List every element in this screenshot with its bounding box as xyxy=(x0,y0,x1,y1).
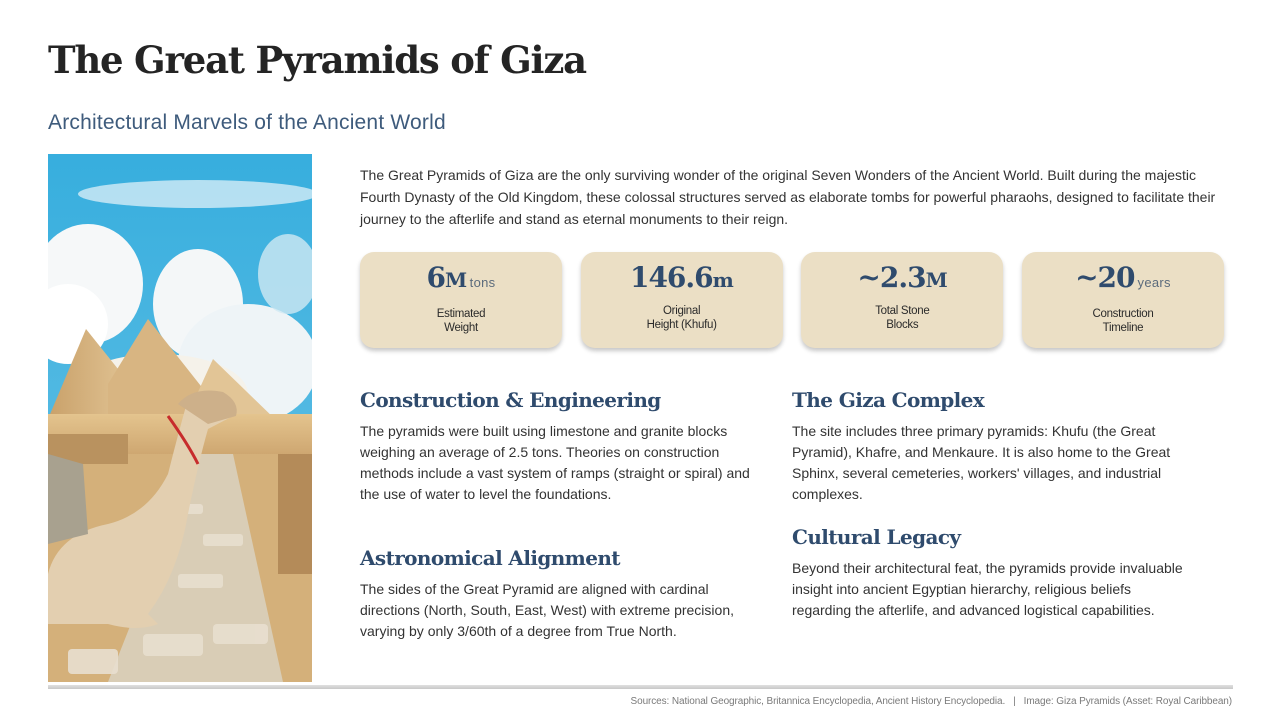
section-construction xyxy=(360,387,760,505)
stat-label: Total Stone Blocks xyxy=(875,305,930,331)
stat-card-timeline xyxy=(1022,252,1224,348)
section-heading: The Giza Complex xyxy=(792,388,985,412)
stat-value: ~2.3M xyxy=(857,261,948,294)
pyramids-camel-photo xyxy=(48,154,312,682)
section-astronomy xyxy=(360,545,760,642)
section-heading: Astronomical Alignment xyxy=(360,546,620,570)
section-giza-complex xyxy=(792,387,1192,505)
stat-card-weight xyxy=(360,252,562,348)
section-body: Beyond their architectural feat, the pyramids provide invaluable insight into ancient Egyptian hierarchy, religious beliefs regarding the afterlife, and advanced logistical capabilities. xyxy=(792,560,1183,618)
footer-credits xyxy=(631,696,1232,707)
stat-label: Construction Timeline xyxy=(1092,308,1154,334)
intro-paragraph: The Great Pyramids of Giza are the only surviving wonder of the original Seven Wonders of the Ancient World. Built during the majestic Fourth Dynasty of the Old Kingdom, these colossal structures served as elaborate tombs for powerful pharaohs, designed to facilitate their journey to the afterlife and stand as eternal monuments to their reign. xyxy=(360,167,1216,227)
stat-label: Estimated Weight xyxy=(436,308,486,334)
page-title: The Great Pyramids of Giza xyxy=(48,38,586,82)
footer-divider xyxy=(48,685,1233,689)
section-body: The pyramids were built using limestone and granite blocks weighing an average of 2.5 tons. Theories on construction methods include a vast system of ramps (straight or spiral) and the use of water to level the foundations. xyxy=(360,423,750,502)
section-cultural-legacy xyxy=(792,524,1192,621)
stat-card-height xyxy=(581,252,783,348)
section-body: The site includes three primary pyramids: Khufu (the Great Pyramid), Khafre, and Menkaure. It is also home to the Great Sphinx, several cemeteries, workers' villages, and industrial complexes. xyxy=(792,423,1171,502)
section-heading: Construction & Engineering xyxy=(360,388,661,412)
stats-row xyxy=(360,252,1224,348)
stat-value: ~20 years xyxy=(1075,261,1171,294)
stat-value: 6M tons xyxy=(426,261,496,294)
footer-sources: Sources: National Geographic, Britannica Encyclopedia, Ancient History Encyclopedia. xyxy=(630,696,1006,707)
page-subtitle: Architectural Marvels of the Ancient World xyxy=(48,111,446,134)
stat-value: 146.6m xyxy=(629,261,734,294)
footer-separator: | xyxy=(1013,696,1016,707)
section-body: The sides of the Great Pyramid are aligned with cardinal directions (North, South, East, West) with extreme precision, varying by only 3/60th of a degree from True North. xyxy=(360,581,734,639)
stat-label: Original Height (Khufu) xyxy=(646,305,717,331)
section-heading: Cultural Legacy xyxy=(792,525,961,549)
footer-image-credit: Image: Giza Pyramids (Asset: Royal Caribbean) xyxy=(1023,696,1232,707)
stat-card-blocks xyxy=(801,252,1003,348)
photo-illustration xyxy=(48,154,312,682)
